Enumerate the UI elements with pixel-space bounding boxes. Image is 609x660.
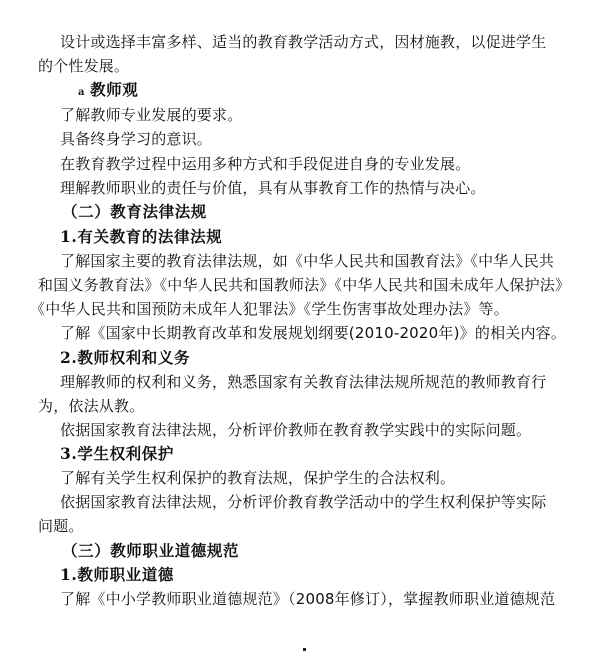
- paragraph-line: 依据国家教育法律法规，分析评价教师在教育教学实践中的实际问题。: [60, 421, 532, 439]
- paragraph-line: 为，依法从教。: [38, 397, 145, 415]
- paragraph-line: 的个性发展。: [38, 57, 130, 75]
- list-marker: a: [78, 87, 86, 98]
- paragraph-line: 理解教师的权利和义务，熟悉国家有关教育法律法规所规范的教师教育行: [60, 373, 547, 391]
- paragraph-line: 了解《中小学教师职业道德规范》（2008年修订），掌握教师职业道德规范: [60, 590, 556, 608]
- section-heading-teacher-view: [0, 79, 138, 104]
- paragraph-line: 设计或选择丰富多样、适当的教育教学活动方式，因材施教，以促进学生: [60, 33, 547, 51]
- paragraph-line: 了解国家主要的教育法律法规，如《中华人民共和国教育法》《中华人民共: [60, 252, 555, 270]
- paragraph-line: 和国义务教育法》《中华人民共和国教师法》《中华人民共和国未成年人保护法》: [38, 276, 571, 294]
- paragraph-line: 了解教师专业发展的要求。: [60, 106, 243, 124]
- paragraph-line: 了解有关学生权利保护的教育法规，保护学生的合法权利。: [60, 469, 456, 487]
- subsection-heading: 2.教师权利和义务: [60, 348, 191, 367]
- subsection-heading: 1.教师职业道德: [60, 565, 174, 584]
- paragraph-line: 理解教师职业的责任与价值，具有从事教育工作的热情与决心。: [60, 179, 486, 197]
- paragraph-line: 了解《国家中长期教育改革和发展规划纲要(2010-2020年)》的相关内容。: [60, 324, 567, 342]
- paragraph-line: 在教育教学过程中运用多种方式和手段促进自身的专业发展。: [60, 155, 471, 173]
- section-heading-ethics: （三）教师职业道德规范: [62, 541, 240, 560]
- subsection-heading: 3.学生权利保护: [60, 444, 174, 463]
- decorative-dot: [303, 648, 306, 651]
- paragraph-line: 依据国家教育法律法规，分析评价教育教学活动中的学生权利保护等实际: [60, 493, 547, 511]
- section-heading-education-law: （二）教育法律法规: [62, 202, 207, 221]
- paragraph-line: 《中华人民共和国预防未成年人犯罪法》《学生伤害事故处理办法》等。: [30, 300, 509, 318]
- subsection-heading: 1.有关教育的法律法规: [60, 227, 223, 246]
- paragraph-line: 问题。: [38, 517, 84, 535]
- heading-text: 教师观: [90, 80, 139, 99]
- paragraph-line: 具备终身学习的意识。: [60, 130, 213, 148]
